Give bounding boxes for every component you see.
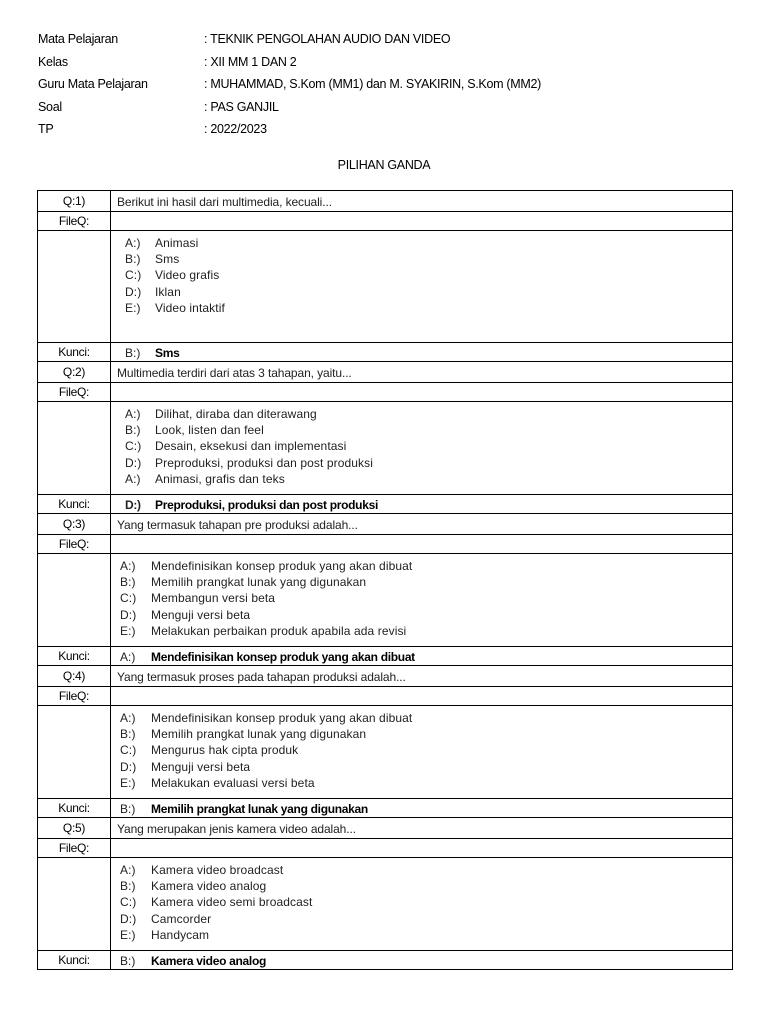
option-item xyxy=(120,862,732,878)
file-label: FileQ: xyxy=(38,839,111,858)
file-cell xyxy=(111,383,733,402)
header-row-exam xyxy=(38,98,738,121)
options-label-cell xyxy=(38,706,111,799)
question-number: Q:4) xyxy=(38,666,111,687)
option-text: Memilih prangkat lunak yang digunakan xyxy=(151,727,367,742)
option-item xyxy=(120,607,732,623)
option-item xyxy=(125,235,732,251)
option-text: Mendefinisikan konsep produk yang akan dibuat xyxy=(151,559,413,573)
option-text: Video intaktif xyxy=(155,300,225,315)
answer-letter: B:) xyxy=(120,802,136,816)
option-text: Camcorder xyxy=(151,911,212,926)
header-row-teacher xyxy=(38,75,738,98)
answer-row xyxy=(38,647,733,666)
answer-letter: A:) xyxy=(120,650,136,664)
option-letter: C:) xyxy=(120,743,137,758)
option-letter: B:) xyxy=(120,727,136,742)
option-text: Memilih prangkat lunak yang digunakan xyxy=(151,575,367,590)
answer-key xyxy=(111,343,732,360)
answer-row xyxy=(38,343,733,362)
option-letter: D:) xyxy=(125,284,142,299)
option-text: Preproduksi, produksi dan post produksi xyxy=(155,455,374,470)
option-item xyxy=(125,471,732,487)
answer-cell xyxy=(111,799,733,818)
answer-cell xyxy=(111,343,733,362)
option-text: Video grafis xyxy=(155,268,220,283)
question-row xyxy=(38,191,733,212)
answer-cell xyxy=(111,647,733,666)
file-row xyxy=(38,839,733,858)
option-text: Melakukan perbaikan produk apabila ada revisi xyxy=(151,623,407,638)
answer-text: Memilih prangkat lunak yang digunakan xyxy=(151,802,368,816)
option-item xyxy=(120,894,732,910)
answer-key xyxy=(111,799,732,816)
header-row-year xyxy=(38,120,738,143)
options-row xyxy=(38,706,733,799)
options-cell xyxy=(111,706,733,799)
file-cell xyxy=(111,212,733,231)
option-item xyxy=(125,438,732,454)
option-item xyxy=(120,911,732,927)
option-item xyxy=(120,742,732,758)
answer-text: Kamera video analog xyxy=(151,954,267,968)
file-label: FileQ: xyxy=(38,212,111,231)
option-text: Desain, eksekusi dan implementasi xyxy=(155,439,347,454)
kunci-label: Kunci: xyxy=(38,799,111,818)
option-text: Look, listen dan feel xyxy=(155,423,264,438)
header-label: TP xyxy=(38,122,54,136)
option-letter: C:) xyxy=(120,895,137,910)
answer-cell xyxy=(111,951,733,970)
file-row xyxy=(38,535,733,554)
kunci-label: Kunci: xyxy=(38,951,111,970)
file-label: FileQ: xyxy=(38,535,111,554)
option-text: Kamera video broadcast xyxy=(151,863,284,877)
options-row xyxy=(38,554,733,647)
options-row xyxy=(38,402,733,495)
file-row xyxy=(38,687,733,706)
option-letter: A:) xyxy=(120,863,136,877)
answer-key xyxy=(111,495,732,512)
options-list xyxy=(111,402,732,487)
document-header xyxy=(38,30,738,143)
header-value: : XII MM 1 DAN 2 xyxy=(204,54,297,69)
question-row xyxy=(38,818,733,839)
option-letter: C:) xyxy=(125,439,142,454)
question-cell xyxy=(111,818,733,839)
header-value: : MUHAMMAD, S.Kom (MM1) dan M. SYAKIRIN, S.Kom (MM2) xyxy=(204,77,541,91)
file-label: FileQ: xyxy=(38,687,111,706)
question-cell xyxy=(111,191,733,212)
kunci-label: Kunci: xyxy=(38,647,111,666)
question-cell xyxy=(111,514,733,535)
option-letter: A:) xyxy=(120,559,136,573)
answer-key xyxy=(111,951,732,968)
file-cell xyxy=(111,839,733,858)
option-item xyxy=(120,623,732,639)
option-item xyxy=(120,927,732,943)
option-item xyxy=(120,558,732,574)
file-row xyxy=(38,383,733,402)
answer-text: Mendefinisikan konsep produk yang akan dibuat xyxy=(151,650,415,664)
options-cell xyxy=(111,231,733,343)
option-letter: A:) xyxy=(125,407,141,421)
question-text: Yang merupakan jenis kamera video adalah... xyxy=(117,822,356,836)
option-text: Menguji versi beta xyxy=(151,759,251,774)
question-text: Multimedia terdiri dari atas 3 tahapan, yaitu... xyxy=(117,366,352,380)
file-cell xyxy=(111,687,733,706)
option-text: Sms xyxy=(155,252,180,267)
header-row-subject xyxy=(38,30,738,53)
header-label: Kelas xyxy=(38,54,68,69)
option-letter: D:) xyxy=(120,759,137,774)
answer-cell xyxy=(111,495,733,514)
kunci-label: Kunci: xyxy=(38,343,111,362)
header-row-class xyxy=(38,53,738,76)
option-item xyxy=(120,759,732,775)
options-list xyxy=(111,554,732,639)
question-row xyxy=(38,666,733,687)
header-label: Mata Pelajaran xyxy=(38,32,118,46)
option-letter: C:) xyxy=(125,268,142,283)
option-text: Mengurus hak cipta produk xyxy=(151,743,299,758)
option-letter: A:) xyxy=(125,236,141,250)
options-cell xyxy=(111,858,733,951)
question-number: Q:3) xyxy=(38,514,111,535)
question-text: Yang termasuk tahapan pre produksi adalah... xyxy=(117,518,358,532)
question-cell xyxy=(111,362,733,383)
file-label: FileQ: xyxy=(38,383,111,402)
option-text: Animasi, grafis dan teks xyxy=(155,471,285,486)
option-item xyxy=(120,574,732,590)
option-letter: A:) xyxy=(125,471,141,486)
option-text: Mendefinisikan konsep produk yang akan dibuat xyxy=(151,711,413,725)
answer-text: Preproduksi, produksi dan post produksi xyxy=(155,498,378,512)
option-text: Kamera video semi broadcast xyxy=(151,895,313,910)
option-item xyxy=(125,284,732,300)
options-row xyxy=(38,231,733,343)
header-label: Soal xyxy=(38,99,62,114)
option-letter: D:) xyxy=(120,911,137,926)
header-label: Guru Mata Pelajaran xyxy=(38,77,148,91)
option-item xyxy=(125,455,732,471)
option-text: Kamera video analog xyxy=(151,879,267,894)
options-cell xyxy=(111,402,733,495)
option-item xyxy=(120,878,732,894)
question-number: Q:1) xyxy=(38,191,111,212)
options-list xyxy=(111,231,732,316)
option-text: Melakukan evaluasi versi beta xyxy=(151,775,315,790)
header-value: : TEKNIK PENGOLAHAN AUDIO DAN VIDEO xyxy=(204,32,451,46)
options-row xyxy=(38,858,733,951)
answer-row xyxy=(38,799,733,818)
option-item xyxy=(120,726,732,742)
option-letter: E:) xyxy=(120,623,136,638)
options-list xyxy=(111,706,732,791)
question-text: Berikut ini hasil dari multimedia, kecuali... xyxy=(117,195,332,209)
options-label-cell xyxy=(38,554,111,647)
question-row xyxy=(38,362,733,383)
option-item xyxy=(120,775,732,791)
option-text: Animasi xyxy=(155,236,199,250)
option-item xyxy=(125,267,732,283)
option-text: Handycam xyxy=(151,927,210,942)
option-letter: B:) xyxy=(125,423,141,438)
question-cell xyxy=(111,666,733,687)
answer-letter: B:) xyxy=(120,954,136,968)
option-letter: D:) xyxy=(125,455,142,470)
option-item xyxy=(125,406,732,422)
file-cell xyxy=(111,535,733,554)
answer-letter: D:) xyxy=(125,498,141,512)
answer-letter: B:) xyxy=(125,346,141,360)
option-letter: E:) xyxy=(125,300,141,315)
option-item xyxy=(120,710,732,726)
answer-row xyxy=(38,951,733,970)
section-title: PILIHAN GANDA xyxy=(337,158,431,172)
options-label-cell xyxy=(38,402,111,495)
file-row xyxy=(38,212,733,231)
options-label-cell xyxy=(38,231,111,343)
kunci-label: Kunci: xyxy=(38,495,111,514)
option-item xyxy=(125,251,732,267)
option-letter: C:) xyxy=(120,591,137,606)
options-list xyxy=(111,858,732,943)
option-item xyxy=(120,590,732,606)
option-letter: B:) xyxy=(125,252,141,267)
option-letter: B:) xyxy=(120,879,136,894)
question-text: Yang termasuk proses pada tahapan produksi adalah... xyxy=(117,670,406,684)
option-text: Membangun versi beta xyxy=(151,591,276,606)
header-value: : 2022/2023 xyxy=(204,122,267,136)
answer-text: Sms xyxy=(155,346,180,360)
option-letter: B:) xyxy=(120,575,136,590)
option-letter: D:) xyxy=(120,607,137,622)
option-letter: E:) xyxy=(120,775,136,790)
option-text: Iklan xyxy=(155,284,181,299)
option-letter: E:) xyxy=(120,927,136,942)
option-letter: A:) xyxy=(120,711,136,725)
option-item xyxy=(125,422,732,438)
header-value: : PAS GANJIL xyxy=(204,99,279,114)
options-cell xyxy=(111,554,733,647)
option-item xyxy=(125,300,732,316)
question-number: Q:5) xyxy=(38,818,111,839)
question-row xyxy=(38,514,733,535)
option-text: Dilihat, diraba dan diterawang xyxy=(155,407,317,421)
options-label-cell xyxy=(38,858,111,951)
question-number: Q:2) xyxy=(38,362,111,383)
question-table xyxy=(37,190,733,970)
answer-row xyxy=(38,495,733,514)
answer-key xyxy=(111,647,732,664)
option-text: Menguji versi beta xyxy=(151,607,251,622)
